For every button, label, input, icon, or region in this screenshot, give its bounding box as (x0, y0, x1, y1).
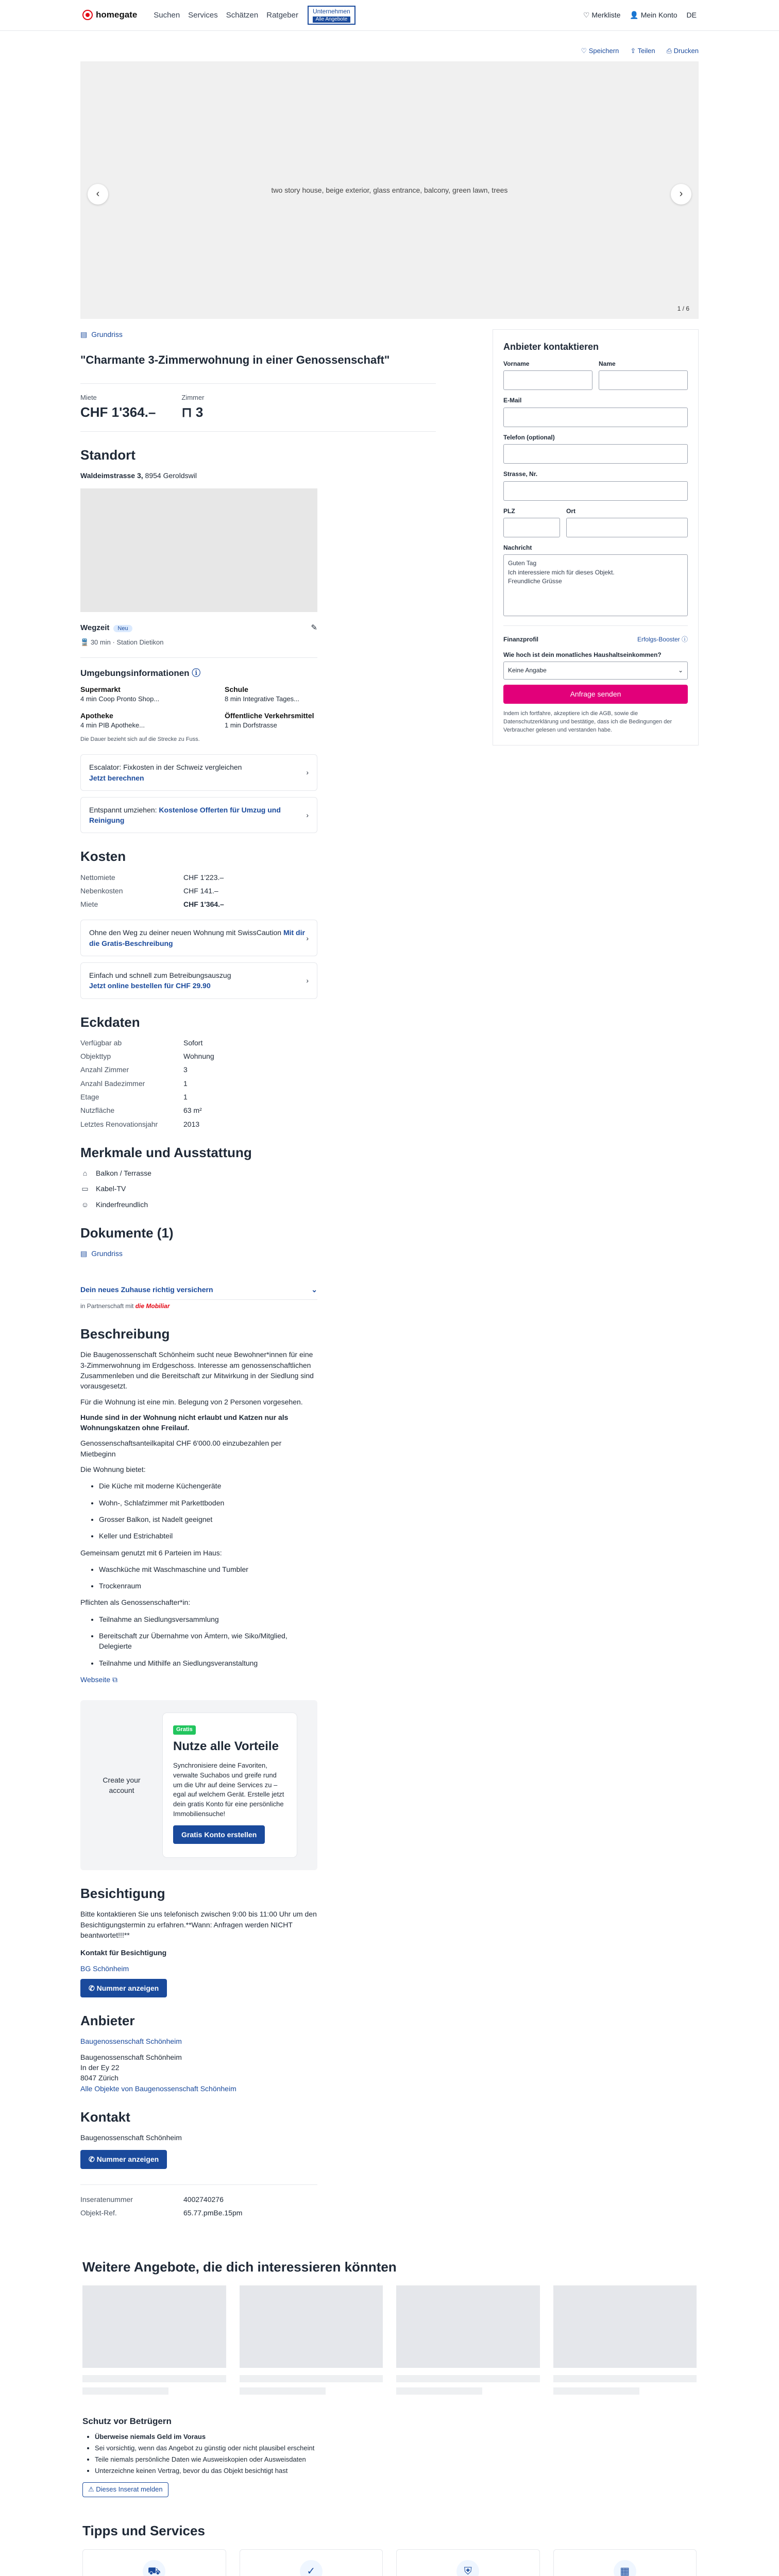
env-item: Schule 8 min Integrative Tages... (225, 685, 300, 703)
city-field[interactable] (566, 518, 688, 537)
train-icon: 🚆 (80, 638, 89, 646)
listing-actions (80, 31, 699, 61)
recommendation-list (82, 2285, 697, 2395)
contact-heading: Kontakt (80, 2109, 130, 2125)
chevron-right-icon: › (306, 810, 309, 819)
external-link-icon: ⧉ (112, 1675, 117, 1684)
tip-card[interactable] (553, 2549, 697, 2576)
edit-icon[interactable]: ✎ (311, 623, 317, 632)
email-field[interactable] (503, 408, 688, 427)
nav-ratgeber[interactable]: Ratgeber (266, 10, 298, 20)
info-icon[interactable]: ⓘ (681, 636, 688, 643)
gallery-prev-icon[interactable]: ‹ (88, 184, 108, 205)
tip-card[interactable] (82, 2549, 226, 2576)
tip-card[interactable] (396, 2549, 540, 2576)
more-section (0, 2259, 779, 2576)
last-name-field[interactable] (599, 370, 688, 390)
homegate-logo[interactable]: homegate (82, 9, 137, 22)
env-item: Apotheke 4 min PIB Apotheke... (80, 711, 145, 730)
show-number-button[interactable]: ✆ Nummer anzeigen (80, 1979, 167, 1997)
documents-heading: Dokumente (1) (80, 1225, 174, 1241)
report-listing-button[interactable]: ⚠ Dieses Inserat melden (82, 2482, 168, 2497)
environment-grid (80, 684, 317, 731)
contact-form: Anbieter kontaktieren Vorname Name E-Mail Telefon (optional) Strasse, Nr. PLZ Ort Nachricht Guten Tag Ich interessiere mich für dieses Objekt. Freundliche Grüsse Finanzprofil Erfolgs-Booster ⓘ Wie hoch ist dein monatliches Haushaltseinkommen? Keine Angabe ⌄ Anfrage senden Indem ich fortfahre, akzeptiere ich die AGB, sowie die Datenschutzerklärung und bestätige, dass ich die Bedingungen der Verbraucher gelesen und verstanden habe. (493, 329, 699, 745)
route-info: 🚆 30 min · Station Dietikon (80, 638, 164, 646)
tv-icon: ▭ (81, 1184, 89, 1193)
main-nav (154, 10, 298, 21)
balcony-icon: ⌂ (82, 1169, 88, 1178)
child-icon: ☺ (81, 1200, 89, 1209)
features-heading: Merkmale und Ausstattung (80, 1144, 252, 1160)
moving-truck-icon: ⛟ (143, 2560, 165, 2576)
print-button[interactable]: ⎙ Drucken (666, 47, 699, 55)
chevron-down-icon: ⌄ (311, 1285, 317, 1294)
phone-field[interactable] (503, 444, 688, 464)
document-check-icon: ✓ (300, 2560, 323, 2576)
description-heading: Beschreibung (80, 1326, 170, 1342)
nav-suchen[interactable]: Suchen (154, 10, 180, 20)
chevron-right-icon: › (306, 934, 309, 942)
provider-heading: Anbieter (80, 2013, 135, 2029)
location-heading: Standort (80, 447, 136, 463)
feature-item: ☺ Kinderfreundlich (80, 1199, 436, 1210)
service-card[interactable]: Einfach und schnell zum Betreibungsauszug Jetzt online bestellen für CHF 29.90 › (80, 962, 317, 999)
free-badge: Gratis (173, 1725, 196, 1735)
income-select[interactable]: Keine Angabe ⌄ (503, 662, 688, 680)
info-icon[interactable]: ⓘ (192, 668, 201, 679)
service-card[interactable]: Ohne den Weg zu deiner neuen Wohnung mit SwissCaution Mit dir die Gratis-Beschreibung › (80, 920, 317, 956)
environment-heading: Umgebungsinformationen ⓘ (80, 668, 201, 679)
env-item: Öffentliche Verkehrsmittel 1 min Dorfstrasse (225, 711, 314, 730)
bed-icon: ⊓ (181, 404, 196, 420)
nav-services[interactable]: Services (188, 10, 218, 20)
details-heading: Eckdaten (80, 1014, 140, 1030)
document-icon: ▤ (80, 1249, 88, 1258)
address: Waldeimstrasse 3, 8954 Geroldswil (80, 471, 197, 480)
insurance-accordion[interactable]: Dein neues Zuhause richtig versichern ⌄ (80, 1284, 317, 1299)
image-gallery[interactable] (80, 61, 699, 319)
document-icon: ▤ (80, 330, 88, 338)
provider-link[interactable]: Baugenossenschaft Schönheim (80, 2037, 182, 2046)
gallery-counter: 1 / 6 (677, 305, 689, 313)
nav-schaetzen[interactable]: Schätzen (226, 10, 259, 20)
listing-ids: Inseratenummer 4002740276 Objekt-Ref. 65.77.pmBe.15pm (80, 2195, 243, 2217)
fraud-protection: Schutz vor Betrügern • Überweise niemals Geld im Voraus • Sei vorsichtig, wenn das Angebot zu günstig oder nicht plausibel erscheint • Teile niemals persönliche Daten wie Ausweiskopien oder Ausweisdaten • Unterzeichne keinen Vertrag, bevor du das Objekt besichtigt hast ⚠ Dieses Inserat melden (82, 2415, 697, 2497)
listing-main: ▤ Grundriss "Charmante 3-Zimmerwohnung in einer Genossenschaft" Miete CHF 1'364.– Zimmer ⊓ 3 Standort Waldeimstrasse 3, 8954 Geroldswil Wegzeit Neu ✎ 🚆 30 min · Station Dietikon Umgebungsinformationen ⓘ Supermarkt 4 min Coop Pronto Shop... Schule 8 min Integrative Tages... Apotheke 4 min PIB Apotheke... Öffentliche Verkehrsmittel 1 min Dorfstrasse Die Dauer bezieht sich auf die Strecke zu Fuss. Escalator: Fixkosten in der Schweiz vergleichen Jetzt berechnen › Entspannt umziehen: Kostenlose Offerten für Umzug und Reinigung › Kosten Nettomiete CHF 1'223.– Nebenkosten CHF 141.– Miete CHF 1'364.– Ohne den Weg zu deiner neuen Wohnung mit SwissCaution Mit dir die Gratis-Beschreibung › Einfach und schnell zum Betreibungsauszug Jetzt online bestellen für CHF 29.90 › Eckdaten Verfügbar ab Sofort Objekttyp Wohnung Anzahl Zimmer 3 Anzahl Badezimmer 1 Etage 1 Nutzfläche 63 m² Letztes Renovationsjahr 2013 Merkmale und Ausstattung ⌂ Balkon / Terrasse ▭ Kabel-TV ☺ Kinderfreundlich Dokumente (1) ▤ Grundriss Dein neues Zuhause richtig versichern ⌄ in Partnerschaft mit die Mobiliar Beschreibung Die Baugenossenschaft Schönheim sucht neue Bewohner*innen für eine 3-Zimmerwohnung im Erdgeschoss. Interesse am genossenschaftlichen Zusammenleben und die Bereitschaft zur Mitwirkung in der Siedlung sind vorausgesetzt. Für die Wohnung ist eine min. Belegung von 2 Personen vorgesehen. Hunde sind in der Wohnung nicht erlaubt und Katzen nur als Wohnungskatzen ohne Freilauf. Genossenschaftsanteilkapital CHF 6'000.00 einzubezahlen per Mietbeginn Die Wohnung bietet: • Die Küche mit moderne Küchengeräte • Wohn-, Schlafzimmer mit Parkettboden • Grosser Balkon, ist Nadelt geeignet • Keller und Estrichabteil Gemeinsam genutzt mit 6 Parteien im Haus: • Waschküche mit Waschmaschine und Tumbler • Trockenraum Pflichten als Genossenschafter*in: • Teilnahme an Siedlungsversammlung • Bereitschaft zur Übernahme von Ämtern, wie Siko/Mitglied, Delegierte • Teilnahme und Mithilfe an Siedlungsveranstaltung Webseite ⧉ Create your account Gratis Nutze alle Vorteile Synchronisiere deine Favoriten, verwalte Suchabos und greife rund um die Uhr auf deine Services zu – egal auf welchem Gerät. Erstelle jetzt dein gratis Konto für eine persönliche Immobiliensuche! Gratis Konto erstellen Besichtigung Bitte kontaktieren Sie uns telefonisch zwischen 9:00 bis 11:00 Uhr um den Besichtigungstermin zu erfahren.**Wann: Anfragen werden NICHT beantwortet!!!** Kontakt für Besichtigung BG Schönheim ✆ Nummer anzeigen Anbieter Baugenossenschaft Schönheim Baugenossenschaft Schönheim In der Ey 22 8047 Zürich Alle Objekte von Baugenossenschaft Schönheim Kontakt Baugenossenschaft Schönheim ✆ Nummer anzeigen Inseratenummer 4002740276 Objekt-Ref. 65.77.pmBe.15pm (80, 319, 436, 2218)
feature-item: ▭ Kabel-TV (80, 1183, 436, 1194)
feature-item: ⌂ Balkon / Terrasse (80, 1168, 436, 1178)
costs-table: Nettomiete CHF 1'223.– Nebenkosten CHF 141.– Miete CHF 1'364.– (80, 873, 224, 909)
site-header (0, 0, 779, 31)
account-link[interactable]: 👤 Mein Konto (630, 11, 678, 20)
provider-all-listings-link[interactable]: Alle Objekte von Baugenossenschaft Schönheim (80, 2084, 236, 2093)
recommendation-placeholder[interactable] (82, 2285, 226, 2395)
save-button[interactable]: ♡ Speichern (581, 47, 619, 55)
street-field[interactable] (503, 481, 688, 501)
website-link[interactable]: Webseite ⧉ (80, 1675, 117, 1684)
chevron-right-icon: › (306, 976, 309, 985)
listing-title: "Charmante 3-Zimmerwohnung in einer Genossenschaft" (80, 353, 390, 367)
new-badge: Neu (113, 625, 132, 632)
show-number-button[interactable]: ✆ Nummer anzeigen (80, 2150, 167, 2168)
tips-list (82, 2549, 697, 2576)
account-promo: Create your account Gratis Nutze alle Vorteile Synchronisiere deine Favoriten, verwalte Suchabos und greife rund um die Uhr auf deine Services zu – egal auf welchem Gerät. Erstelle jetzt dein gratis Konto für eine persönliche Immobiliensuche! Gratis Konto erstellen (80, 1700, 317, 1870)
shield-icon: ⛨ (456, 2560, 479, 2576)
submit-request-button[interactable]: Anfrage senden (503, 685, 688, 703)
recommendation-placeholder[interactable] (240, 2285, 383, 2395)
route-heading: Wegzeit (80, 623, 110, 632)
gallery-image-alt: two story house, beige exterior, glass entrance, balcony, green lawn, trees (271, 185, 508, 194)
first-name-field[interactable] (503, 370, 592, 390)
share-button[interactable]: ⇪ Teilen (630, 47, 655, 55)
message-field[interactable]: Guten Tag Ich interessiere mich für dieses Objekt. Freundliche Grüsse (503, 554, 688, 616)
service-card[interactable]: Escalator: Fixkosten in der Schweiz vergleichen Jetzt berechnen › (80, 754, 317, 791)
env-item: Supermarkt 4 min Coop Pronto Shop... (80, 685, 160, 703)
recommendation-placeholder[interactable] (396, 2285, 540, 2395)
visit-heading: Besichtigung (80, 1886, 165, 1902)
floorplan-link[interactable]: ▤ Grundriss (80, 329, 436, 340)
insurance-partner: in Partnerschaft mit die Mobiliar (80, 1302, 170, 1310)
tip-card[interactable] (240, 2549, 383, 2576)
company-button[interactable]: Unternehmen Alle Angebote (308, 6, 355, 24)
document-link[interactable]: ▤ Grundriss (80, 1248, 436, 1259)
create-account-button[interactable]: Gratis Konto erstellen (173, 1825, 265, 1844)
zip-field[interactable] (503, 518, 560, 537)
chevron-down-icon: ⌄ (678, 667, 683, 674)
merkliste-link[interactable]: ♡ Merkliste (583, 11, 621, 20)
tips-heading: Tipps und Services (82, 2523, 205, 2539)
language-select[interactable]: DE (686, 11, 697, 20)
chevron-right-icon: › (306, 768, 309, 777)
rent-value: CHF 1'364.– (80, 404, 156, 420)
rooms-value: ⊓ 3 (181, 404, 204, 420)
description: Beschreibung Die Baugenossenschaft Schönheim sucht neue Bewohner*innen für eine 3-Zimmerwohnung im Erdgeschoss. Interesse am genossenschaftlichen Zusammenleben und die Bereitschaft zur Mitwirkung in der Siedlung sind vorausgesetzt. Für die Wohnung ist eine min. Belegung von 2 Personen vorgesehen. Hunde sind in der Wohnung nicht erlaubt und Katzen nur als Wohnungskatzen ohne Freilauf. Genossenschaftsanteilkapital CHF 6'000.00 einzubezahlen per Mietbeginn Die Wohnung bietet: • Die Küche mit moderne Küchengeräte • Wohn-, Schlafzimmer mit Parkettboden • Grosser Balkon, ist Nadelt geeignet • Keller und Estrichabteil Gemeinsam genutzt mit 6 Parteien im Haus: • Waschküche mit Waschmaschine und Tumbler • Trockenraum Pflichten als Genossenschafter*in: • Teilnahme an Siedlungsversammlung • Bereitschaft zur Übernahme von Ämtern, wie Siko/Mitglied, Delegierte • Teilnahme und Mithilfe an Siedlungsveranstaltung Webseite ⧉ (80, 1326, 436, 1685)
logo-mark-icon (82, 10, 93, 20)
provider-info: Baugenossenschaft Schönheim Baugenossenschaft Schönheim In der Ey 22 8047 Zürich Alle Objekte von Baugenossenschaft Schönheim (80, 2037, 236, 2093)
more-heading: Weitere Angebote, die dich interessieren könnten (82, 2259, 397, 2275)
service-card[interactable]: Entspannt umziehen: Kostenlose Offerten für Umzug und Reinigung › (80, 797, 317, 834)
gallery-next-icon[interactable]: › (671, 184, 691, 205)
details-table: Verfügbar ab Sofort Objekttyp Wohnung Anzahl Zimmer 3 Anzahl Badezimmer 1 Etage 1 Nutzfläche 63 m² Letztes Renovationsjahr 2013 (80, 1038, 214, 1128)
map[interactable] (80, 488, 317, 612)
recommendation-placeholder[interactable] (553, 2285, 697, 2395)
map-icon: ▦ (614, 2560, 636, 2576)
costs-heading: Kosten (80, 849, 126, 865)
